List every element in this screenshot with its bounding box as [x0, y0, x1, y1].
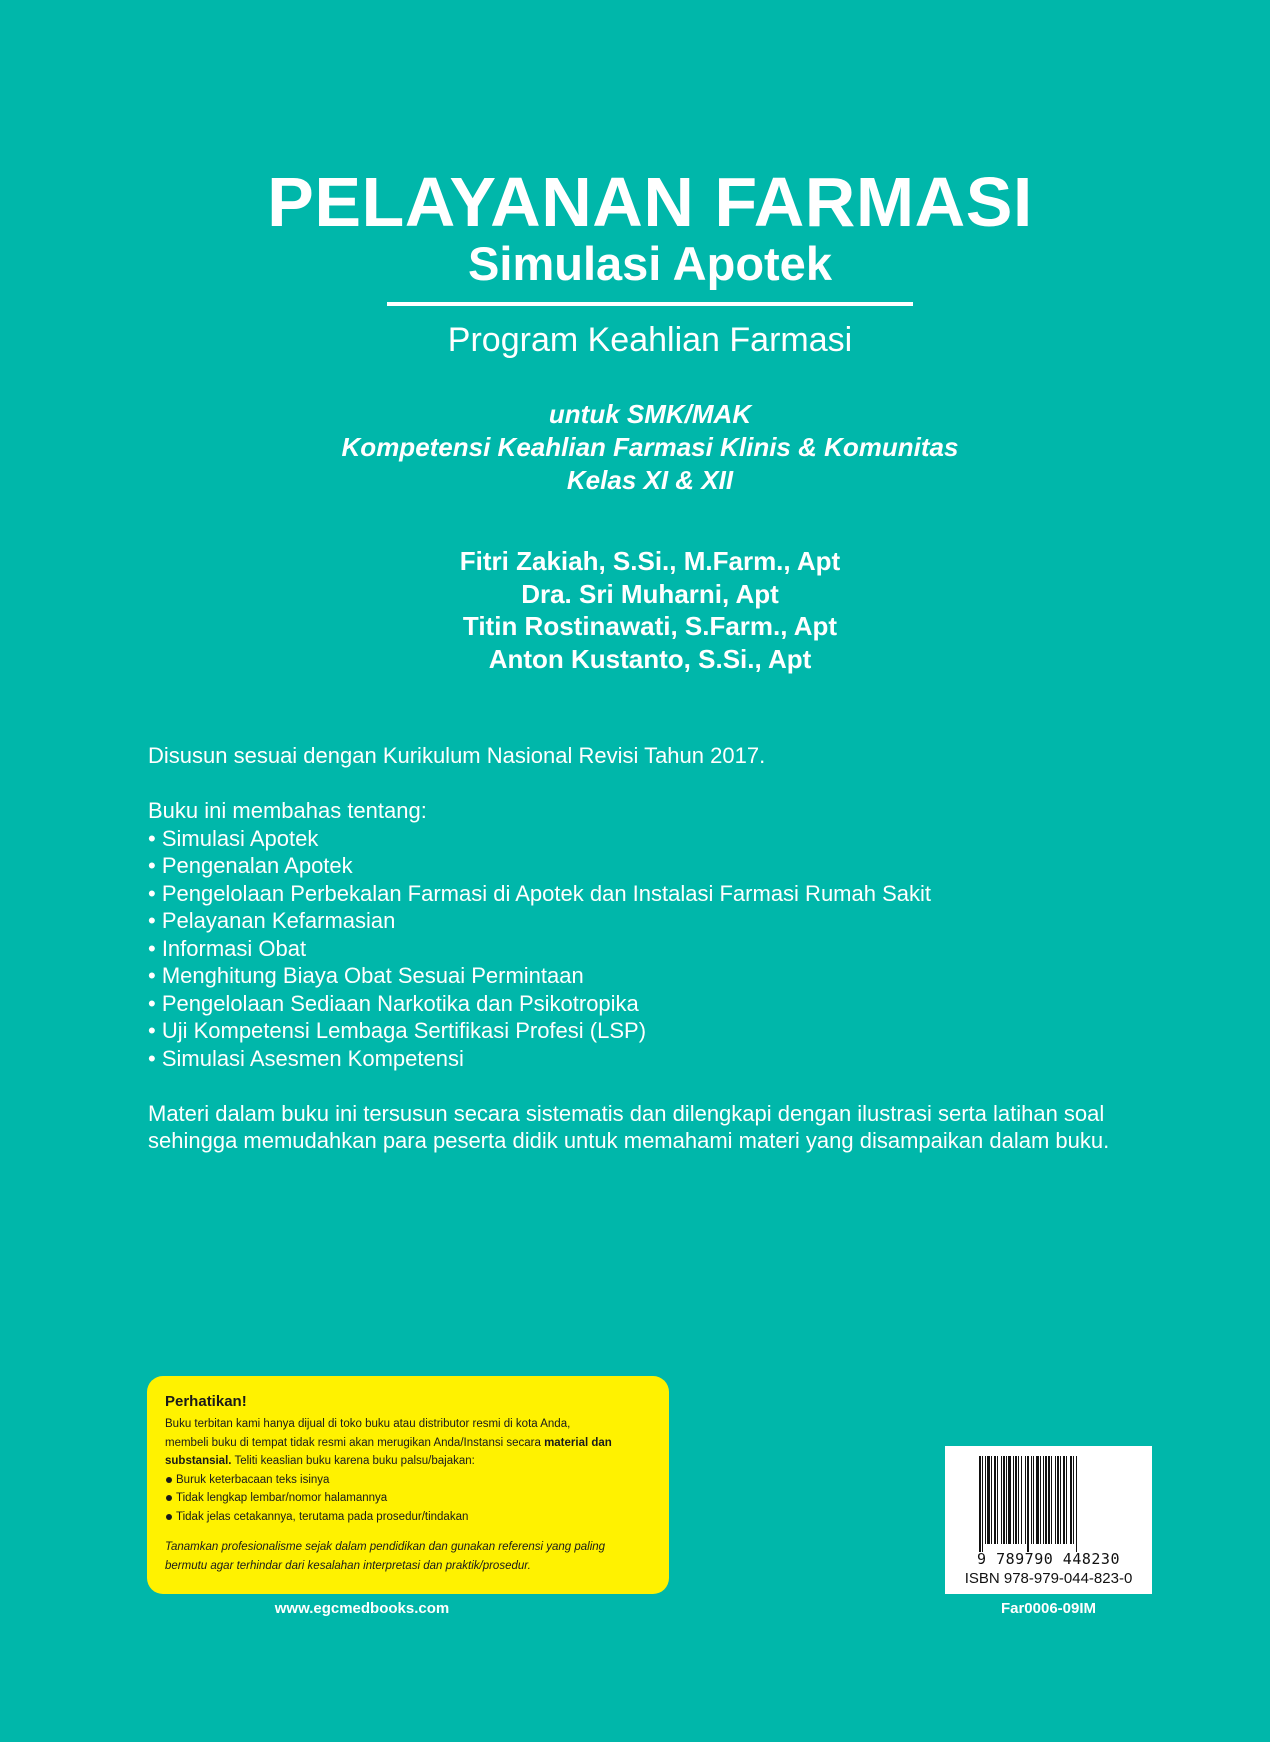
notice-body [165, 1415, 651, 1471]
list-item: • Menghitung Biaya Obat Sesuai Permintaan [148, 963, 584, 988]
barcode-bar [1033, 1456, 1034, 1544]
barcode-bar [1045, 1456, 1047, 1544]
barcode-bar [1015, 1456, 1017, 1544]
barcode-bar [1051, 1456, 1052, 1544]
barcode-bar [982, 1456, 983, 1552]
barcode-bar [1057, 1456, 1059, 1544]
audience-line: untuk SMK/MAK [548, 399, 752, 429]
barcode-bar [987, 1456, 990, 1544]
audience-block [0, 398, 1270, 497]
notice-text: membeli buku di tempat tidak resmi akan merugikan Anda/Instansi secara [165, 1436, 545, 1449]
authors-block [0, 545, 1270, 675]
list-item: • Pengenalan Apotek [148, 853, 353, 878]
notice-footer [165, 1538, 651, 1576]
anti-piracy-notice [147, 1376, 669, 1594]
barcode-bar [1003, 1456, 1005, 1544]
notice-line [165, 1434, 651, 1453]
book-subtitle: Simulasi Apotek [468, 237, 832, 290]
notice-text: Teliti keaslian buku karena buku palsu/bajakan: [231, 1455, 475, 1467]
barcode-bar [1055, 1456, 1056, 1544]
barcode-bar [1031, 1456, 1032, 1544]
barcode-bar [979, 1456, 981, 1552]
curriculum-note: Disusun sesuai dengan Kurikulum Nasional Revisi Tahun 2017. [148, 743, 766, 768]
barcode-bar [1018, 1456, 1019, 1544]
audience-line: Kompetensi Keahlian Farmasi Klinis & Komunitas [341, 432, 959, 462]
barcode-bar [1048, 1456, 1050, 1544]
barcode-bar [1001, 1456, 1002, 1544]
closing-paragraph-line: Materi dalam buku ini tersusun secara sistematis dan dilengkapi dengan ilustrasi serta latihan soal [148, 1100, 1105, 1126]
audience-line: Kelas XI & XII [566, 465, 734, 495]
closing-paragraph-line: sehingga memudahkan para peserta didik untuk memahami materi yang disampaikan dalam buku. [148, 1128, 1110, 1153]
list-item: • Pengelolaan Perbekalan Farmasi di Apotek dan Instalasi Farmasi Rumah Sakit [148, 880, 931, 906]
barcode-bar [1025, 1456, 1026, 1544]
barcode-bar [1006, 1456, 1007, 1544]
title-divider [387, 302, 913, 306]
barcode-bar [985, 1456, 986, 1544]
topics-intro: Buku ini membahas tentang: [148, 798, 427, 823]
barcode-bar [994, 1456, 996, 1544]
description-block [148, 742, 1158, 1155]
barcode-bar [1070, 1456, 1072, 1544]
notice-line [165, 1452, 651, 1471]
topics-list [148, 825, 1158, 1073]
list-item: Buruk keterbacaan teks isinya [165, 1471, 651, 1490]
author-name: Titin Rostinawati, S.Farm., Apt [462, 611, 838, 641]
author-name: Fitri Zakiah, S.Si., M.Farm., Apt [459, 546, 841, 576]
notice-emphasis: material dan [544, 1436, 612, 1449]
notice-heading: Perhatikan! [165, 1393, 247, 1410]
list-item: • Simulasi Apotek [148, 825, 319, 851]
isbn-number: ISBN 978-979-044-823-0 [964, 1570, 1133, 1587]
barcode-icon [979, 1456, 1117, 1552]
barcode-bar [1060, 1456, 1061, 1544]
barcode-bar [1063, 1456, 1065, 1544]
list-item: • Informasi Obat [148, 935, 307, 961]
barcode-bar [1066, 1456, 1067, 1544]
list-item: • Pengelolaan Sediaan Narkotika dan Psikotropika [148, 990, 639, 1016]
book-title: PELAYANAN FARMASI [267, 163, 1033, 241]
notice-emphasis: substansial. [165, 1455, 232, 1467]
barcode-bar [1040, 1456, 1041, 1544]
notice-line: Buku terbitan kami hanya dijual di toko buku atau distributor resmi di kota Anda, [165, 1418, 571, 1430]
notice-footer-line: Tanamkan profesionalisme sejak dalam pendidikan dan gunakan referensi yang paling [165, 1541, 606, 1553]
list-item: Tidak jelas cetakannya, terutama pada prosedur/tindakan [165, 1508, 651, 1527]
barcode-bar [1036, 1456, 1039, 1544]
barcode-digits: 9 789790 448230 [977, 1550, 1120, 1568]
list-item: • Uji Kompetensi Lembaga Sertifikasi Profesi (LSP) [148, 1018, 647, 1043]
barcode-bar [1013, 1456, 1014, 1544]
notice-footer-line: bermutu agar terhindar dari kesalahan interpretasi dan praktik/prosedur. [165, 1560, 531, 1572]
barcode-panel [945, 1446, 1152, 1594]
program-name: Program Keahlian Farmasi [447, 321, 853, 359]
barcode-bar [997, 1456, 998, 1544]
barcode-bar [1076, 1456, 1077, 1552]
barcode-bar [1027, 1456, 1029, 1552]
list-item: • Pelayanan Kefarmasian [148, 908, 396, 933]
author-name: Anton Kustanto, S.Si., Apt [488, 643, 812, 674]
author-name: Dra. Sri Muharni, Apt [521, 578, 779, 609]
notice-bullets [165, 1471, 651, 1527]
barcode-bar [1008, 1456, 1011, 1544]
barcode-bar [991, 1456, 992, 1544]
barcode-bar [1043, 1456, 1044, 1544]
list-item: Tidak lengkap lembar/nomor halamannya [165, 1489, 651, 1508]
list-item: • Simulasi Asesmen Kompetensi [148, 1045, 464, 1071]
product-code: Far0006-09IM [1000, 1600, 1097, 1617]
publisher-website: www.egcmedbooks.com [274, 1600, 450, 1617]
barcode-bar [1021, 1456, 1022, 1544]
barcode-bar [1073, 1456, 1074, 1544]
